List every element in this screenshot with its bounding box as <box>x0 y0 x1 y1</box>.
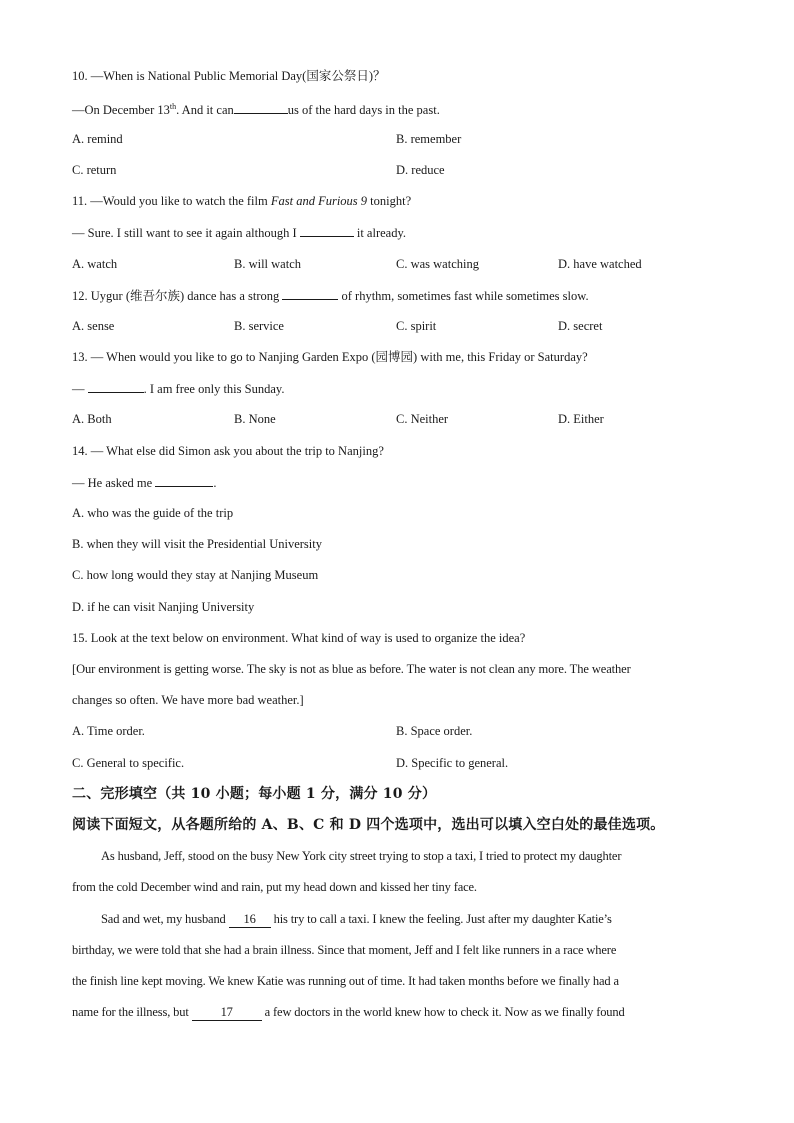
section2-heading: 二、完形填空（共 10 小题；每小题 1 分，满分 10 分） <box>72 786 437 802</box>
q12-option-d[interactable]: D. secret <box>558 319 603 333</box>
q15-option-d[interactable]: D. Specific to general. <box>396 756 509 770</box>
q11-reply: — Sure. I still want to see it again although I it already. <box>72 226 407 240</box>
q10-reply: —On December 13th. And it can us of the hard days in the past. <box>72 102 440 118</box>
q13-option-a[interactable]: A. Both <box>72 412 112 426</box>
q11-option-d[interactable]: D. have watched <box>558 257 642 271</box>
q15-option-a[interactable]: A. Time order. <box>72 724 145 738</box>
q14-blank[interactable] <box>155 474 213 487</box>
section2-instruction: 阅读下面短文，从各题所给的 A、B、C 和 D 四个选项中，选出可以填入空白处的最佳选项。 <box>72 817 665 833</box>
q11-option-a[interactable]: A. watch <box>72 257 118 271</box>
q12-blank[interactable] <box>282 287 338 300</box>
cloze-blank-16[interactable]: 16 <box>229 911 271 928</box>
passage-p2-line-4: name for the illness, but 17 a few doctors in the world knew how to check it. Now as we finally found <box>72 1005 625 1019</box>
q13-option-d[interactable]: D. Either <box>558 412 604 426</box>
q11-option-b[interactable]: B. will watch <box>234 257 302 271</box>
q15-quote-line-2: changes so often. We have more bad weather.] <box>72 693 304 707</box>
cloze-blank-17[interactable]: 17 <box>192 1004 262 1021</box>
q12-option-c[interactable]: C. spirit <box>396 319 437 333</box>
q15-option-c[interactable]: C. General to specific. <box>72 756 185 770</box>
q12-option-b[interactable]: B. service <box>234 319 284 333</box>
q10-stem: 10. —When is National Public Memorial Day(国家公祭日)？ <box>72 69 386 83</box>
q13-stem: 13. — When would you like to go to Nanjing Garden Expo (园博园) with me, this Friday or Saturday? <box>72 350 588 364</box>
q15-option-b[interactable]: B. Space order. <box>396 724 473 738</box>
passage-p2-line-2: birthday, we were told that she had a brain illness. Since that moment, Jeff and I felt like runners in a race where <box>72 943 617 957</box>
q11-option-c[interactable]: C. was watching <box>396 257 479 271</box>
q10-option-b[interactable]: B. remember <box>396 132 462 146</box>
q13-option-b[interactable]: B. None <box>234 412 276 426</box>
q12-stem: 12. Uygur (维吾尔族) dance has a strong of rhythm, sometimes fast while sometimes slow. <box>72 289 589 303</box>
q11-blank[interactable] <box>300 224 354 237</box>
q13-reply: — . I am free only this Sunday. <box>72 382 285 396</box>
q14-option-c[interactable]: C. how long would they stay at Nanjing Museum <box>72 568 319 582</box>
q10-option-a[interactable]: A. remind <box>72 132 123 146</box>
q11-stem: 11. —Would you like to watch the film Fast and Furious 9 tonight? <box>72 194 412 208</box>
q13-blank[interactable] <box>88 380 144 393</box>
passage-p2-line-3: the finish line kept moving. We knew Katie was running out of time. It had taken months before we finally had a <box>72 974 619 988</box>
film-title: Fast and Furious 9 <box>270 194 368 208</box>
passage-p2-line-1: Sad and wet, my husband 16 his try to call a taxi. I knew the feeling. Just after my daughter Katie’s <box>101 912 612 926</box>
q10-option-d[interactable]: D. reduce <box>396 163 445 177</box>
q15-stem: 15. Look at the text below on environment. What kind of way is used to organize the idea? <box>72 631 526 645</box>
q14-option-a[interactable]: A. who was the guide of the trip <box>72 506 234 520</box>
q14-reply: — He asked me . <box>72 476 217 490</box>
q14-option-d[interactable]: D. if he can visit Nanjing University <box>72 600 255 614</box>
passage-p1-line-1: As husband, Jeff, stood on the busy New York city street trying to stop a taxi, I tried to protect my daughter <box>101 849 622 863</box>
q10-blank[interactable] <box>234 101 288 114</box>
q15-quote-line-1: [Our environment is getting worse. The sky is not as blue as before. The water is not clean any more. The weather <box>72 662 631 676</box>
q10-option-c[interactable]: C. return <box>72 163 117 177</box>
passage-p1-line-2: from the cold December wind and rain, put my head down and kissed her tiny face. <box>72 880 477 894</box>
q13-option-c[interactable]: C. Neither <box>396 412 449 426</box>
q14-option-b[interactable]: B. when they will visit the Presidential University <box>72 537 322 551</box>
q12-option-a[interactable]: A. sense <box>72 319 115 333</box>
q14-stem: 14. — What else did Simon ask you about the trip to Nanjing? <box>72 444 384 458</box>
